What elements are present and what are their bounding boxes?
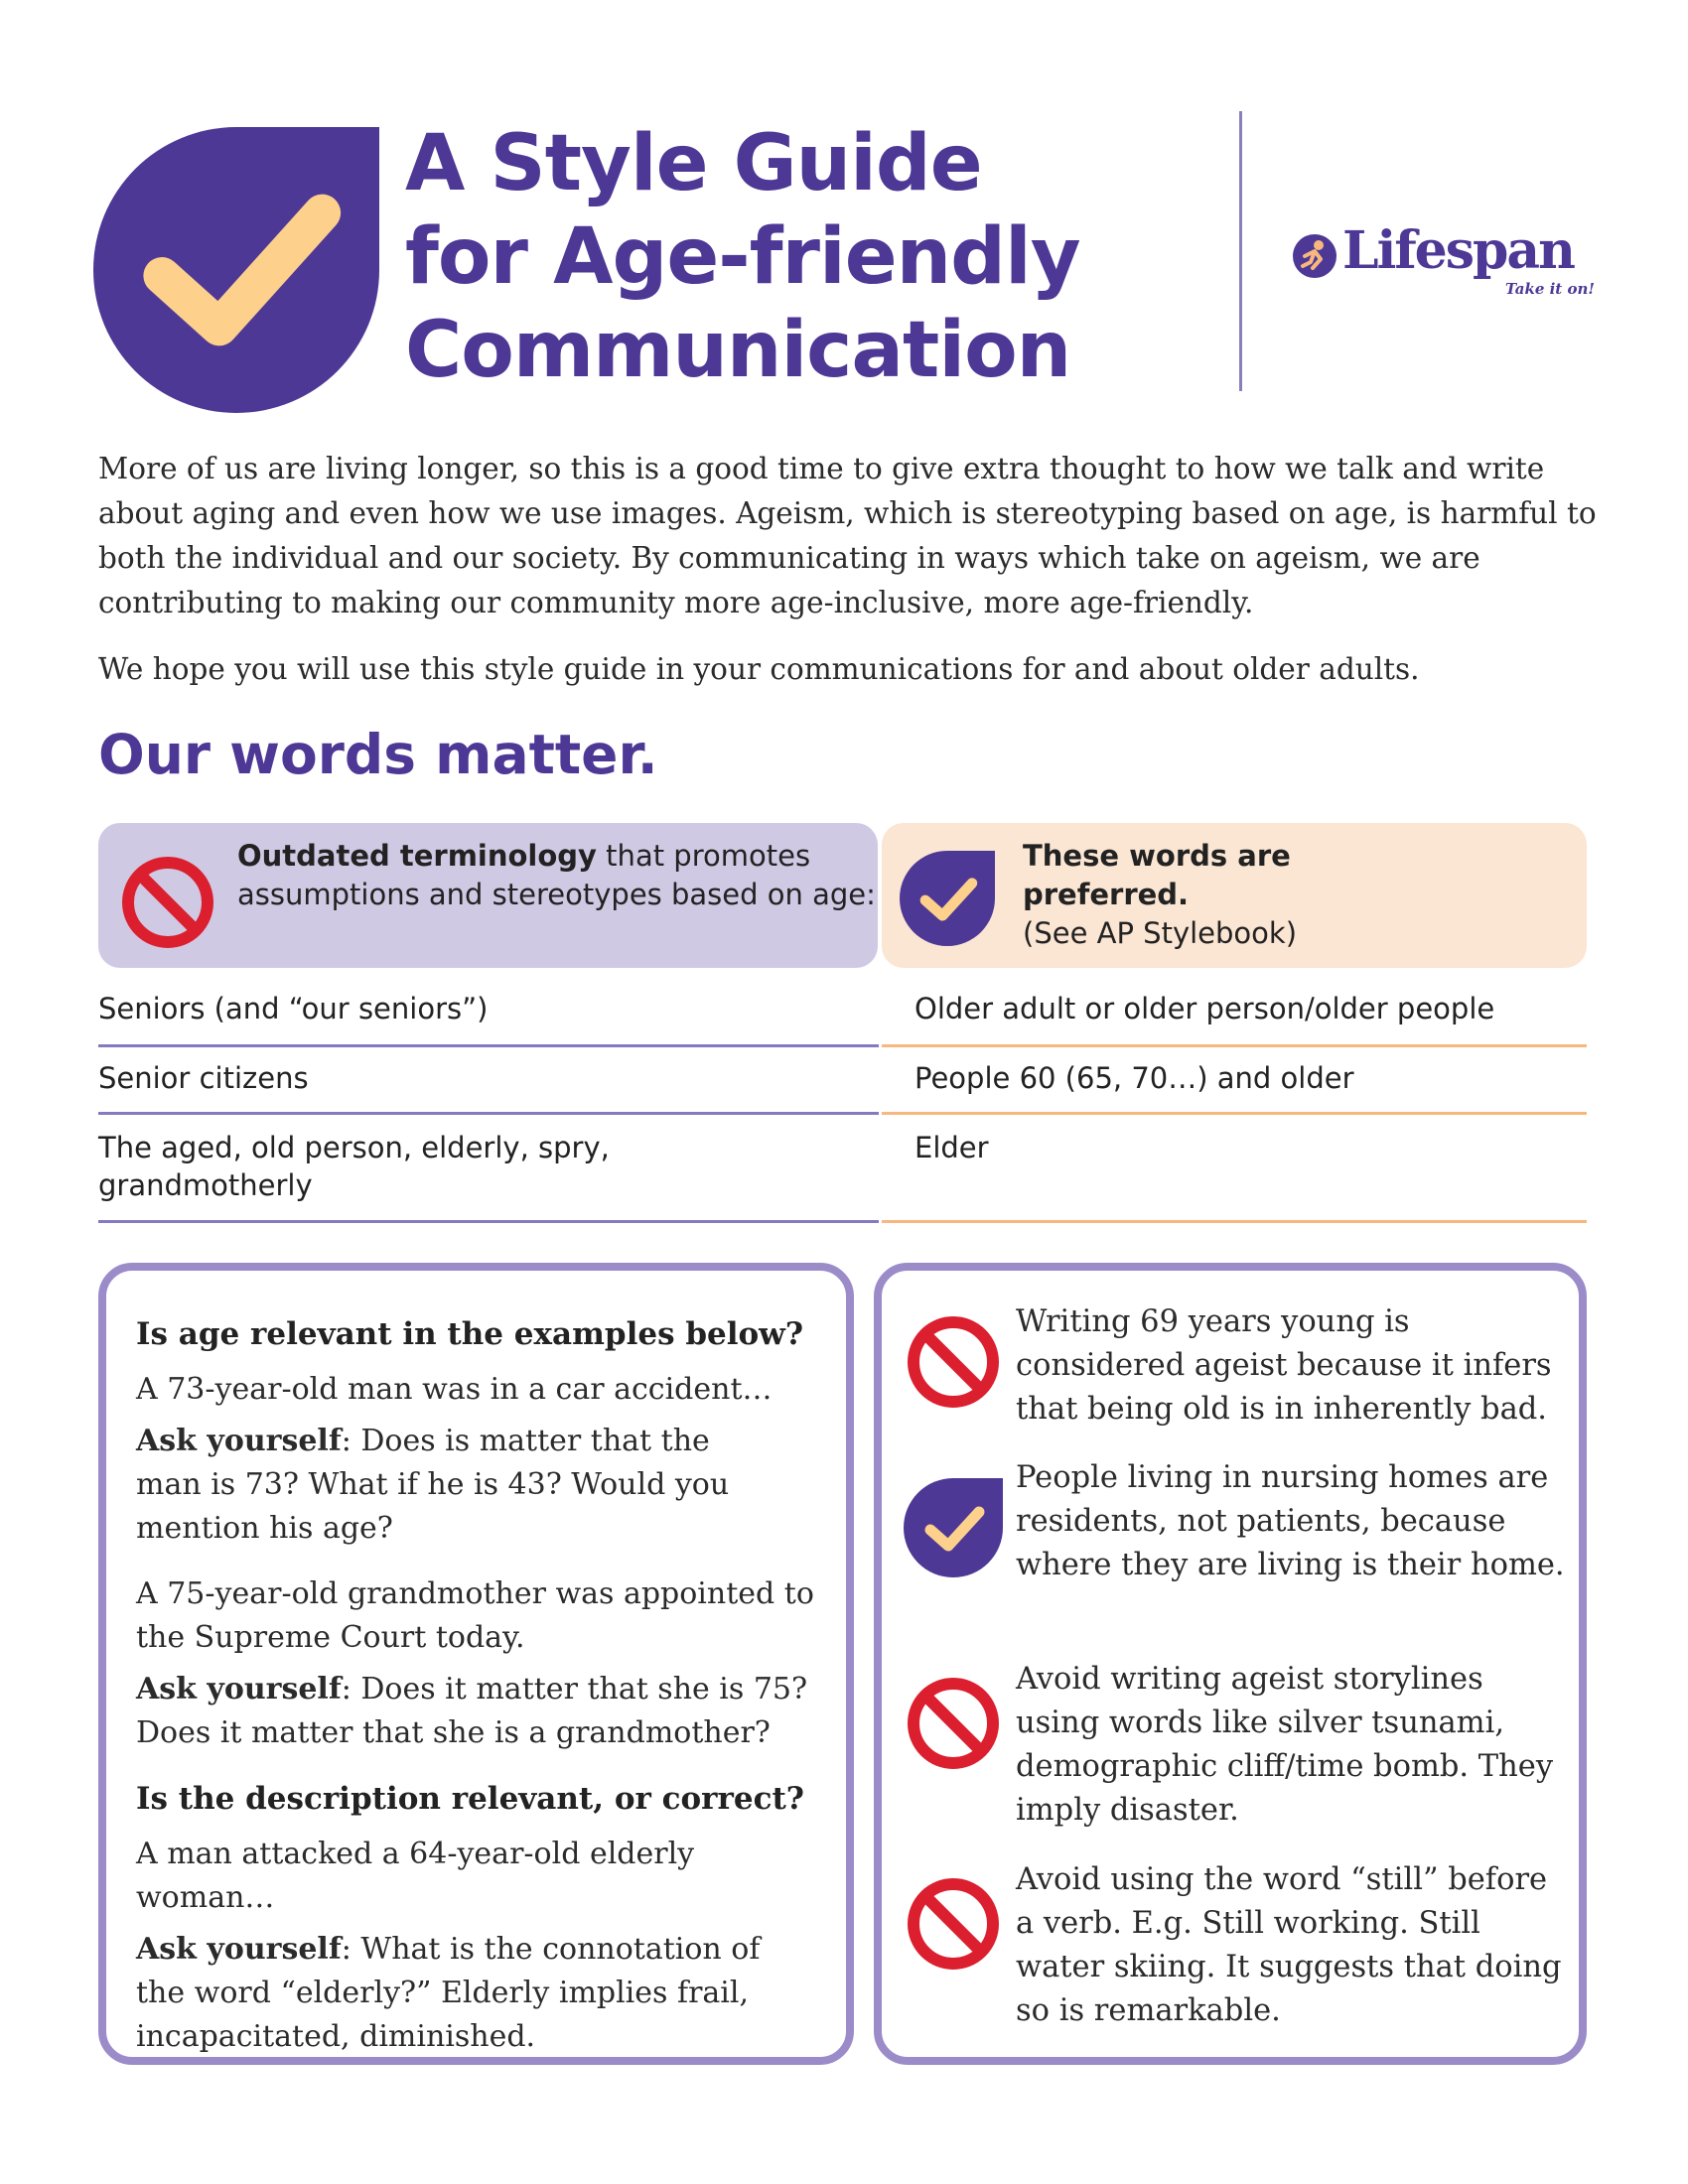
- tip-text: Writing 69 years young is considered ageist because it infers that being old is in inherently bad.: [1016, 1304, 1552, 1427]
- ask-yourself: [136, 1928, 772, 2059]
- runner-logo-icon: [1291, 232, 1338, 280]
- ask-question: : Does it matter that she is 75? Does it matter that she is a grandmother?: [136, 1672, 808, 1750]
- tip-text: Avoid using the word “still” before a verb. E.g. Still working. Still water skiing. It suggests that doing so is remarkable.: [1016, 1862, 1562, 2028]
- check-shield-icon: [93, 127, 379, 413]
- panel-heading: Is age relevant in the examples below?: [136, 1316, 804, 1352]
- tip-text: Avoid writing ageist storylines using words like silver tsunami, demographic cliff/time bomb. They imply disaster.: [1016, 1662, 1554, 1828]
- outdated-header-bold: Outdated terminology: [237, 839, 597, 873]
- lifespan-logo: [1291, 220, 1599, 314]
- ask-question: : Does is matter that the man is 73? What if he is 43? Would you mention his age?: [136, 1424, 730, 1546]
- preferred-header-note: (See AP Stylebook): [1023, 916, 1298, 950]
- row-divider: [882, 1220, 1587, 1223]
- title-line-2: for Age-friendly: [405, 212, 1080, 302]
- preferred-header: [882, 823, 1587, 968]
- title-line-3: Communication: [405, 306, 1071, 395]
- prohibited-icon: [904, 1674, 1003, 1773]
- preferred-header-bold: These words are preferred.: [1023, 839, 1291, 911]
- row-divider: [882, 1044, 1587, 1047]
- table-cell-preferred: Elder: [914, 1131, 989, 1164]
- intro: [98, 447, 1603, 714]
- table-cell-preferred: Older adult or older person/older people: [914, 992, 1495, 1025]
- check-icon: [900, 851, 995, 946]
- example-text: A 75-year-old grandmother was appointed to the Supreme Court today.: [136, 1576, 814, 1655]
- writing-tips-panel: [874, 1263, 1587, 2065]
- ask-yourself: [136, 1668, 831, 1755]
- title-line-1: A Style Guide: [405, 119, 982, 208]
- logo-wordmark: Lifespan: [1342, 220, 1574, 281]
- intro-paragraph: More of us are living longer, so this is a good time to give extra thought to how we talk and write about aging and even how we use images. Ageism, which is stereotyping based on age, is harmful to both the individual and our society. By communicating in ways which take on ageism, we are contributing to making our community more age-inclusive, more age-friendly.: [98, 452, 1597, 619]
- section-heading: Our words matter.: [98, 723, 658, 786]
- intro-paragraph: We hope you will use this style guide in your communications for and about older adults.: [98, 652, 1420, 686]
- ask-question: : What is the connotation of the word “elderly?” Elderly implies frail, incapacitated, diminished.: [136, 1932, 761, 2054]
- row-divider: [98, 1220, 879, 1223]
- page-title: [405, 117, 1080, 397]
- logo-tagline: Take it on!: [1505, 280, 1595, 298]
- header-divider: [1239, 111, 1242, 391]
- example-text: A man attacked a 64-year-old elderly woman…: [136, 1837, 695, 1915]
- ask-label: Ask yourself: [136, 1672, 342, 1706]
- age-relevance-panel: [98, 1263, 854, 2065]
- table-cell-preferred: People 60 (65, 70…) and older: [914, 1061, 1354, 1095]
- outdated-header-rest: that promotes assumptions and stereotypes based on age:: [237, 839, 876, 911]
- preferred-header-text: [1023, 837, 1360, 953]
- table-cell-outdated: Seniors (and “our seniors”): [98, 992, 489, 1025]
- example-text: A 73-year-old man was in a car accident…: [136, 1372, 773, 1407]
- row-divider: [98, 1044, 879, 1047]
- check-icon: [904, 1478, 1003, 1577]
- ask-label: Ask yourself: [136, 1424, 342, 1458]
- table-cell-outdated: Senior citizens: [98, 1061, 309, 1095]
- table-cell-outdated: The aged, old person, elderly, spry, grandmotherly: [98, 1131, 610, 1202]
- row-divider: [882, 1112, 1587, 1115]
- outdated-header: [98, 823, 878, 968]
- prohibited-icon: [904, 1874, 1003, 1974]
- outdated-header-text: [237, 837, 878, 914]
- ask-yourself: [136, 1420, 772, 1551]
- panel-heading: Is the description relevant, or correct?: [136, 1781, 804, 1817]
- prohibited-icon: [904, 1312, 1003, 1412]
- prohibited-icon: [118, 853, 217, 952]
- ask-label: Ask yourself: [136, 1932, 342, 1967]
- row-divider: [98, 1112, 879, 1115]
- tip-text: People living in nursing homes are residents, not patients, because where they are living is their home.: [1016, 1460, 1565, 1582]
